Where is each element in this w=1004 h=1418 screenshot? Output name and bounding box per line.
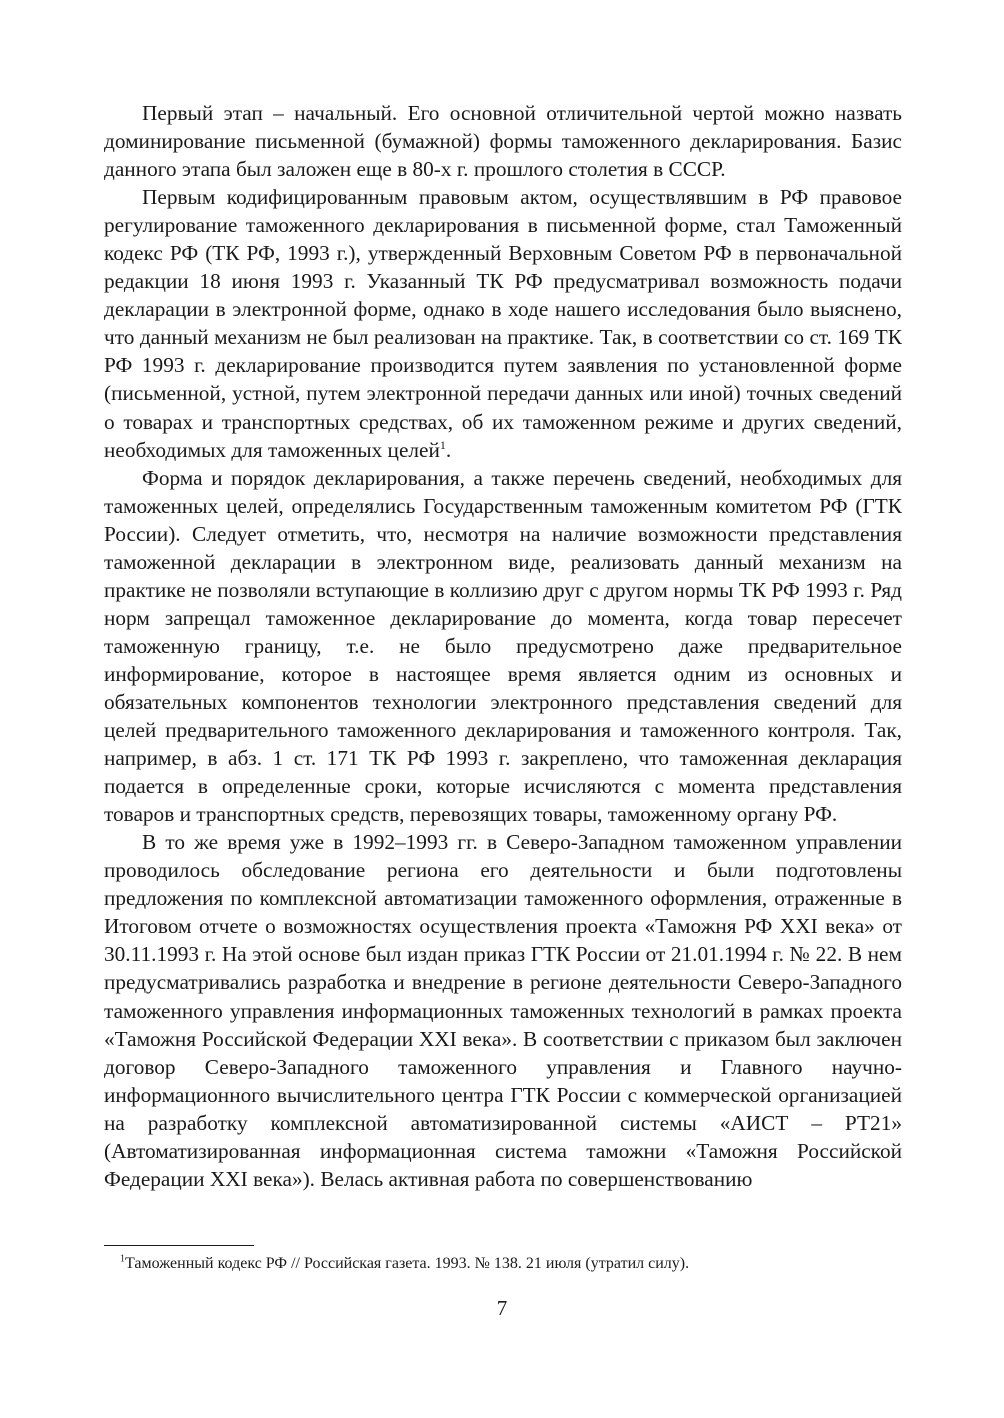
footnote-text: Таможенный кодекс РФ // Российская газета. 1993. № 138. 21 июля (утратил силу).: [125, 1255, 690, 1272]
paragraph-2: [104, 183, 902, 463]
paragraph-text: Первым кодифицированным правовым актом, осуществлявшим в РФ правовое регулирование таможенного декларирования в письменной форме, стал Таможенный кодекс РФ (ТК РФ, 1993 г.), утвержденный Верховным Советом РФ в первоначальной редакции 18 июня 1993 г. Указанный ТК РФ предусматривал возможность подачи декларации в электронной форме, однако в ходе нашего исследования было выяснено, что данный механизм не был реализован на практике. Так, в соответствии со ст. 169 ТК РФ 1993 г. декларирование производится путем заявления по установленной форме (письменной, устной, путем электронной передачи данных или иной) точных сведений о товарах и транспортных средствах, об их таможенном режиме и других сведений, необходимых для таможенных целей: [104, 185, 902, 462]
paragraph-text: Форма и порядок декларирования, а также перечень сведений, необходимых для таможенных целей, определялись Государственным таможенным комитетом РФ (ГТК России). Следует отметить, что, несмотря на наличие возможности представления таможенной декларации в электронном виде, реализовать данный механизм на практике не позволяли вступающие в коллизию друг с другом нормы ТК РФ 1993 г. Ряд норм запрещал таможенное декларирование до момента, когда товар пересечет таможенную границу, т.е. не было предусмотрено даже предварительное информирование, которое в настоящее время является одним из основных и обязательных компонентов технологии электронного представления сведений для целей предварительного таможенного декларирования и таможенного контроля. Так, например, в абз. 1 ст. 171 ТК РФ 1993 г. закреплено, что таможенная декларация подается в определенные сроки, которые исчисляются с момента представления товаров и транспортных средств, перевозящих товары, таможенному органу РФ.: [104, 465, 902, 827]
paragraph-3: [104, 464, 902, 829]
footnote-marker: 1: [120, 1253, 125, 1265]
footnote: [104, 1253, 902, 1275]
footnote-reference[interactable]: 1: [439, 437, 446, 452]
body-text: [104, 99, 902, 1193]
page-number: 7: [496, 1296, 508, 1320]
paragraph-end-punctuation: .: [445, 437, 452, 462]
footnote-divider: [104, 1245, 254, 1246]
paragraph-text: В то же время уже в 1992–1993 гг. в Северо-Западном таможенном управлении проводилось обследование региона его деятельности и были подготовлены предложения по комплексной автоматизации таможенного оформления, отраженные в Итоговом отчете о возможностях осуществления проекта «Таможня РФ XXI века» от 30.11.1993 г. На этой основе был издан приказ ГТК России от 21.01.1994 г. № 22. В нем предусматривались разработка и внедрение в регионе деятельности Северо-Западного таможенного управления информационных таможенных технологий в рамках проекта «Таможня Российской Федерации XXI века». В соответствии с приказом был заключен договор Северо-Западного таможенного управления и Главного научно-информационного вычислительного центра ГТК России с коммерческой организацией на разработку комплексной автоматизированной системы «АИСТ – РТ21» (Автоматизированная информационная система таможни «Таможня Российской Федерации XXI века»). Велась активная работа по совершенствованию: [104, 830, 902, 1191]
paragraph-4: [104, 828, 902, 1193]
paragraph-1: [104, 99, 902, 183]
paragraph-text: Первый этап – начальный. Его основной отличительной чертой можно назвать доминирование письменной (бумажной) формы таможенного декларирования. Базис данного этапа был заложен еще в 80-х г. прошлого столетия в СССР.: [104, 101, 902, 182]
